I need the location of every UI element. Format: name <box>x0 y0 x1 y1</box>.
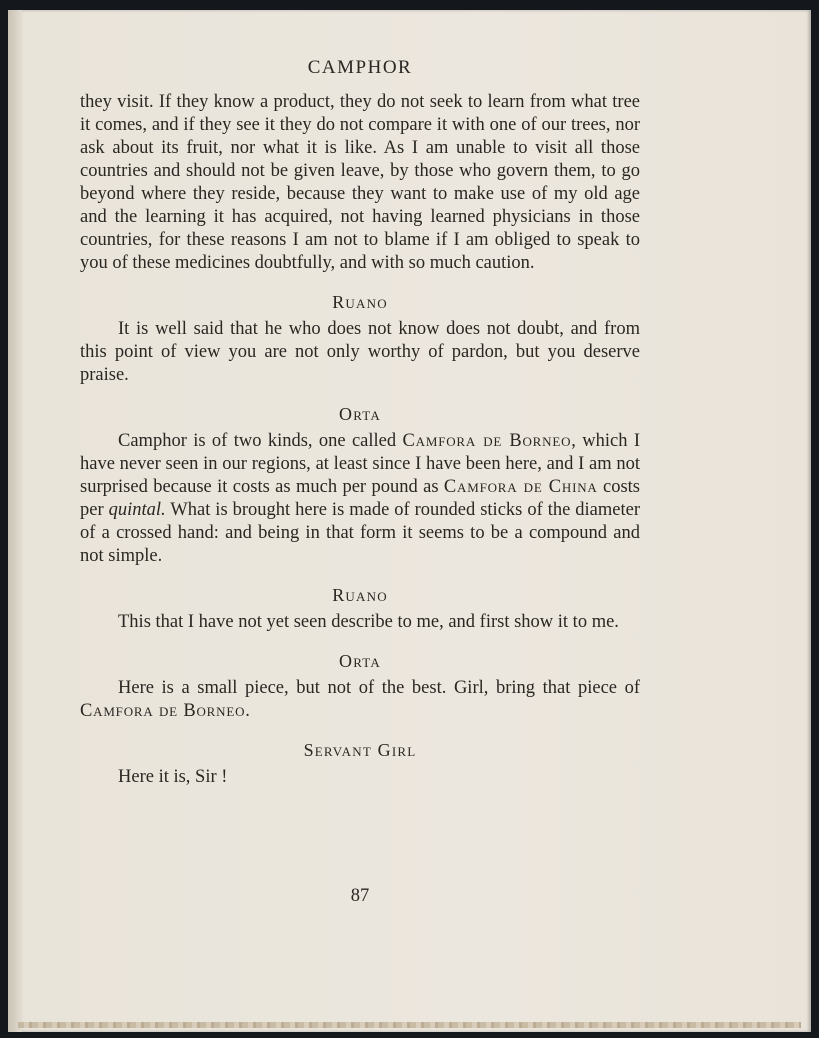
paragraph-6: Here it is, Sir ! <box>118 767 228 787</box>
term-quintal: quintal. <box>108 500 166 520</box>
paragraph-3-text-1: Camphor is of two kinds, one called <box>118 431 403 451</box>
term-camfora-de-borneo-2: Camfora de Borneo <box>80 701 246 721</box>
paragraph-2: It is well said that he who does not know does not doubt, and from this point of view you are not only worthy of pardon, but you deserve praise. <box>80 319 640 385</box>
page-number: 87 <box>350 886 370 906</box>
speaker-orta-2: Orta <box>339 651 381 671</box>
speaker-ruano-1: Ruano <box>332 292 388 312</box>
page-gutter-edge <box>8 10 22 1032</box>
term-camfora-de-borneo: Camfora de Borneo <box>402 431 572 451</box>
speaker-servant-girl: Servant Girl <box>303 740 417 760</box>
speaker-ruano-2: Ruano <box>332 585 388 605</box>
paragraph-3-text-4: What is brought here is made of rounded sticks of the diameter of a crossed hand: and being in that form it seems to be a compound and not simple. <box>80 500 640 566</box>
page-text <box>80 56 640 789</box>
running-head: CAMPHOR <box>307 57 413 78</box>
paragraph-5-text-1: Here is a small piece, but not of the best. Girl, bring that piece of <box>118 678 640 698</box>
paragraph-3-text-2: , which I have never seen in our regions, at least since I have been here, and I am not surprised because it costs as much per pound as <box>80 431 640 497</box>
paragraph-5 <box>80 677 640 723</box>
term-camfora-de-china: Camfora de China <box>443 477 598 497</box>
paragraph-4: This that I have not yet seen describe to me, and first show it to me. <box>118 612 619 632</box>
paragraph-3-text-3: costs per <box>80 477 640 520</box>
page-bottom-edge <box>18 1022 801 1028</box>
paragraph-5-text-2: . <box>245 701 250 721</box>
speaker-orta-1: Orta <box>339 404 381 424</box>
paragraph-3 <box>80 430 640 568</box>
paragraph-1: they visit. If they know a product, they do not seek to learn from what tree it comes, and if they see it they do not compare it with one of our trees, nor ask about its fruit, nor what it is like. As I am unable to visit all those countries and should not be given leave, by those who govern them, to go beyond where they reside, because they want to make use of my old age and the learning it has acquired, not having learned physicians in those countries, for these reasons I am not to blame if I am obliged to speak to you of these medicines doubtfully, and with so much caution. <box>80 92 640 273</box>
